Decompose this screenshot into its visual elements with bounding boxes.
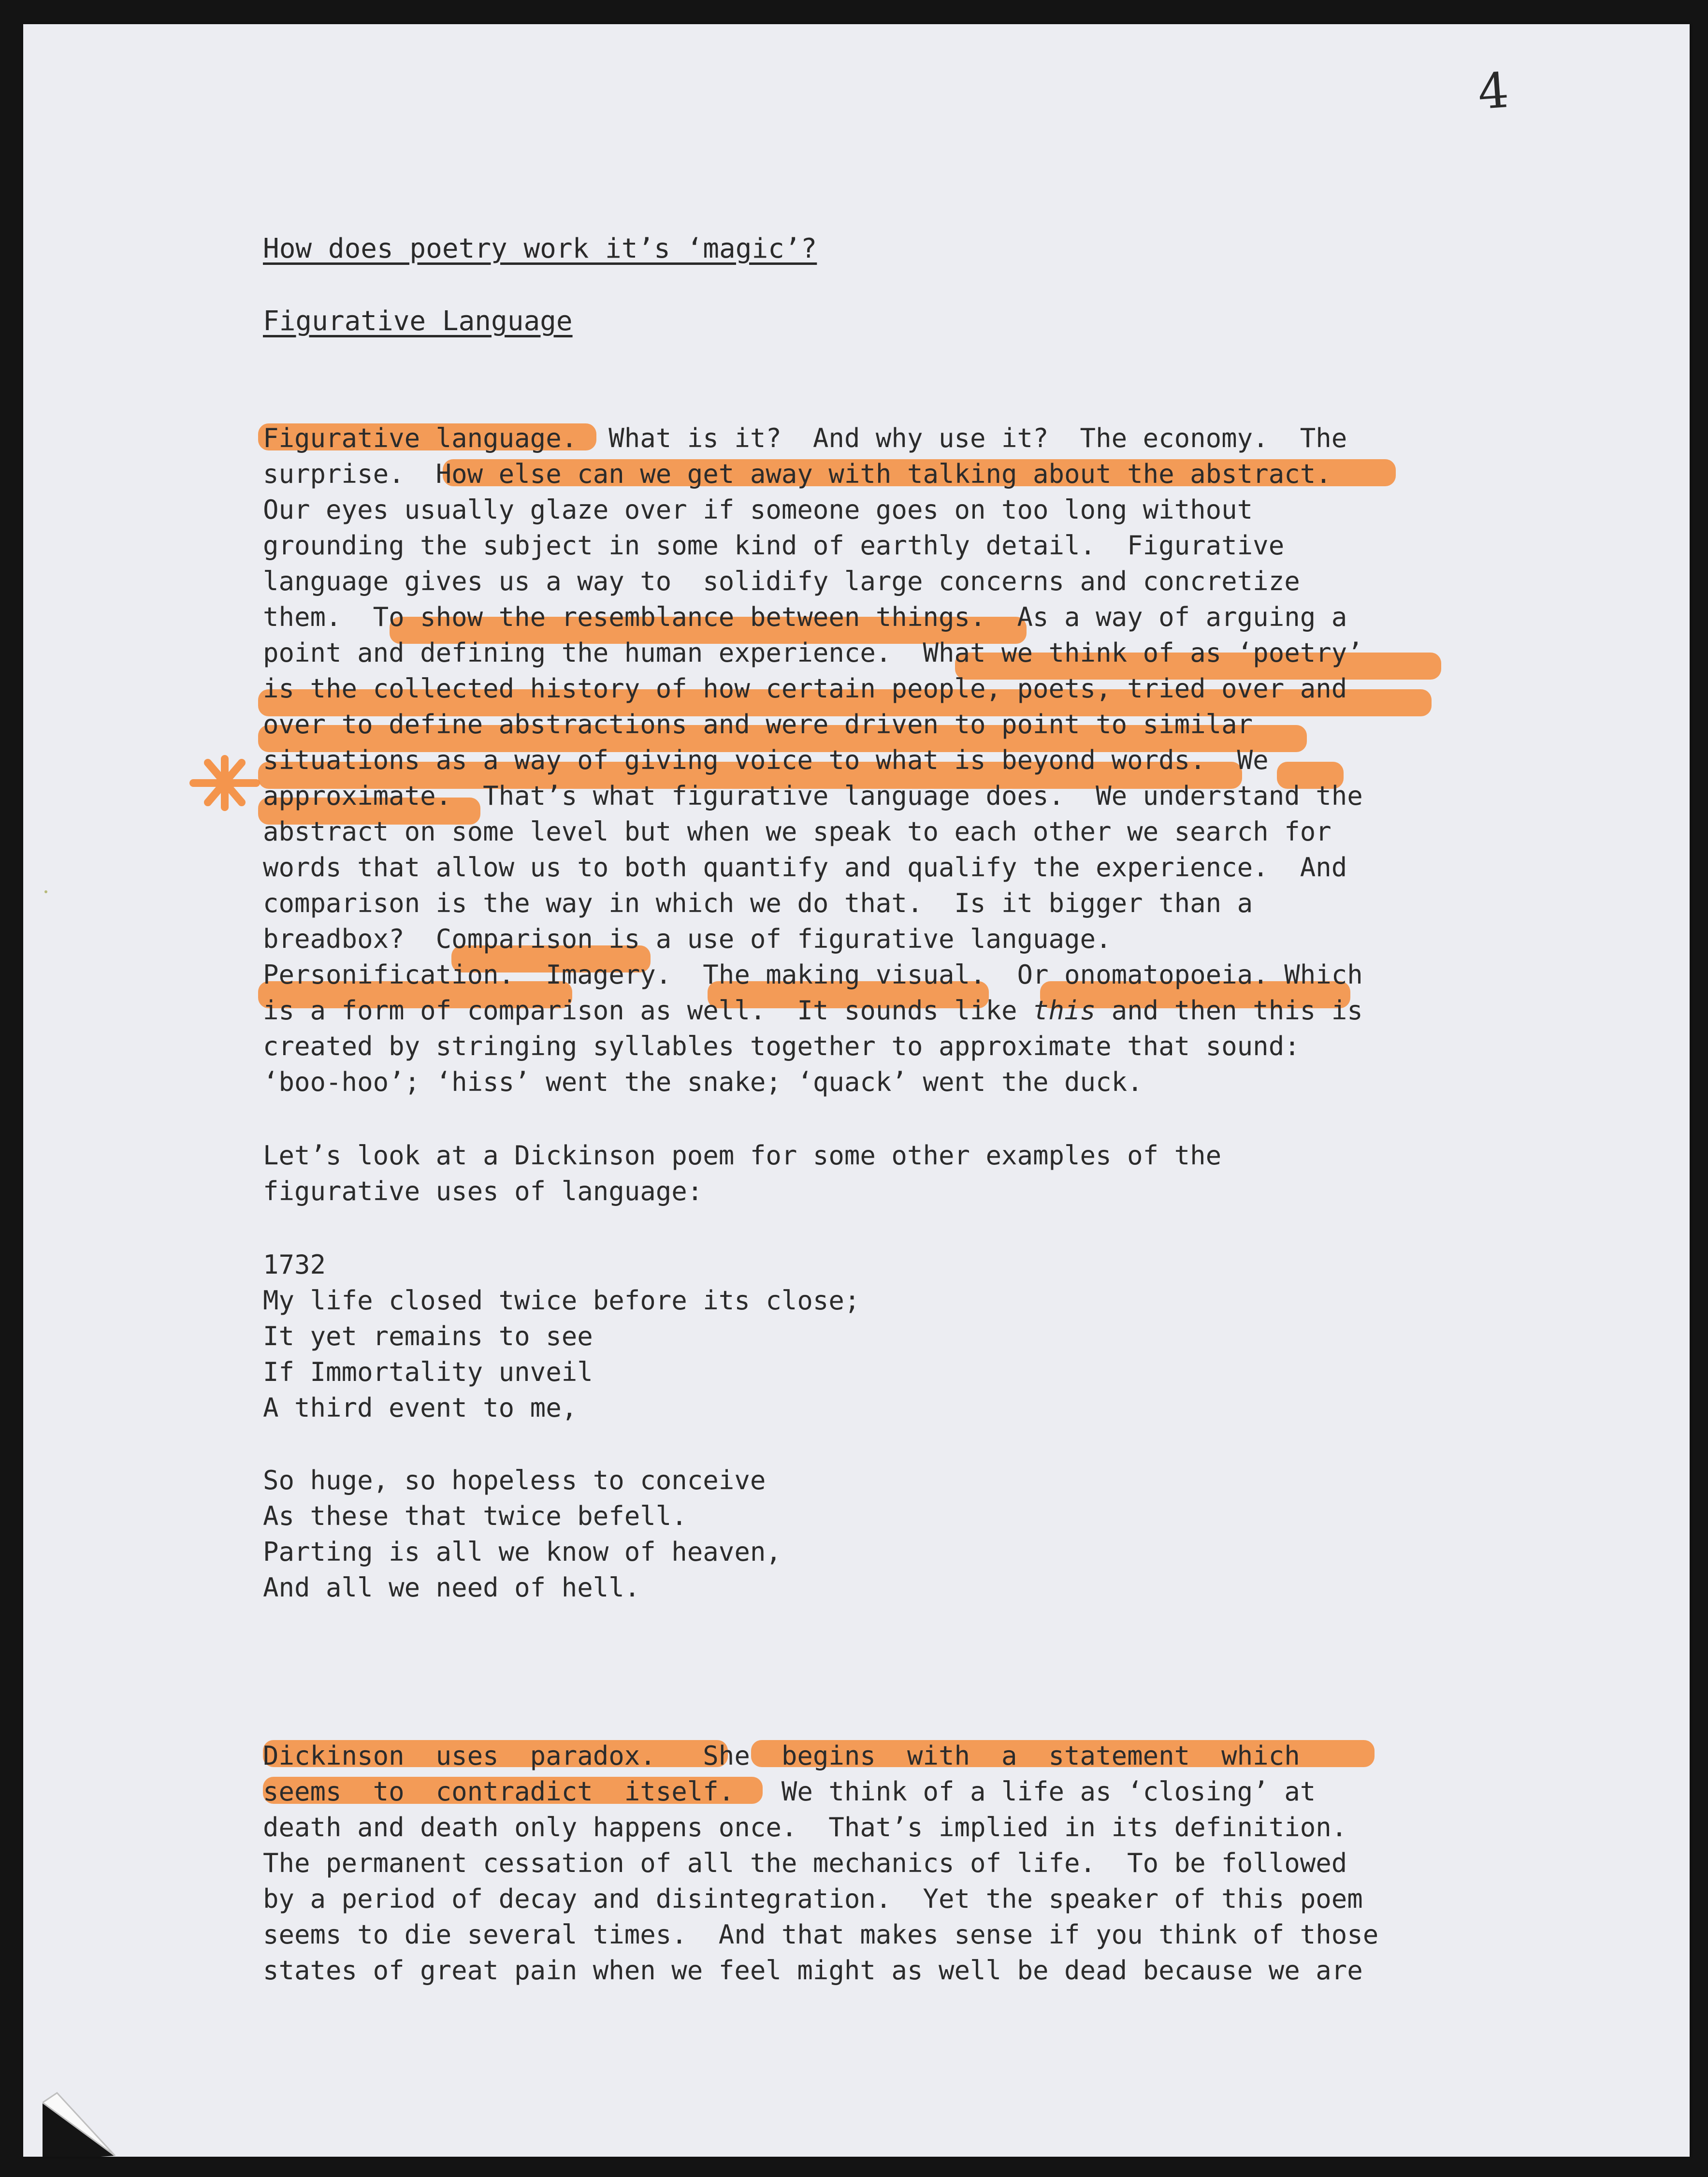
text-line: seems to die several times. And that makes sense if you think of those xyxy=(263,1919,1379,1950)
text-line: abstract on some level but when we speak to each other we search for xyxy=(263,816,1332,847)
asterisk-mark-icon xyxy=(188,754,261,812)
text-line: comparison is the way in which we do that. Is it bigger than a xyxy=(263,888,1253,918)
page-number: 4 xyxy=(1476,61,1511,121)
text-segment: and then this is xyxy=(1096,995,1363,1026)
text-line: Personification. Imagery. The making visual. Or onomatopoeia. Which xyxy=(263,959,1363,990)
emphasis-text: this xyxy=(1033,995,1096,1026)
poem-line: And all we need of hell. xyxy=(263,1572,640,1603)
folded-corner-icon xyxy=(43,2074,139,2157)
poem-number: 1732 xyxy=(263,1249,326,1280)
paper-speck xyxy=(44,890,47,893)
text-line: language gives us a way to solidify large concerns and concretize xyxy=(263,566,1300,596)
text-line: grounding the subject in some kind of earthly detail. Figurative xyxy=(263,530,1285,561)
text-line: created by stringing syllables together to approximate that sound: xyxy=(263,1031,1300,1061)
text-line: situations as a way of giving voice to what is beyond words. We xyxy=(263,745,1269,775)
text-line: seems to contradict itself. We think of a life as ‘closing’ at xyxy=(263,1776,1316,1807)
section-heading: Figurative Language xyxy=(263,305,573,337)
page-title: How does poetry work it’s ‘magic’? xyxy=(263,233,817,264)
text-line: Figurative language. What is it? And why use it? The economy. The xyxy=(263,423,1347,453)
text-line: Our eyes usually glaze over if someone goes on too long without xyxy=(263,494,1253,525)
poem-line: My life closed twice before its close; xyxy=(263,1285,860,1316)
poem-line: If Immortality unveil xyxy=(263,1357,593,1387)
text-line: approximate. That’s what figurative language does. We understand the xyxy=(263,781,1363,811)
poem-line: As these that twice befell. xyxy=(263,1501,687,1531)
text-line: The permanent cessation of all the mechanics of life. To be followed xyxy=(263,1848,1347,1878)
poem-line: Parting is all we know of heaven, xyxy=(263,1537,782,1567)
text-line: words that allow us to both quantify and qualify the experience. And xyxy=(263,852,1347,883)
text-line: point and defining the human experience. What we think of as ‘poetry’ xyxy=(263,638,1363,668)
text-line: over to define abstractions and were driven to point to similar xyxy=(263,709,1253,740)
text-line: ‘boo-hoo’; ‘hiss’ went the snake; ‘quack’ went the duck. xyxy=(263,1067,1143,1097)
text-line: death and death only happens once. That’s implied in its definition. xyxy=(263,1812,1347,1843)
text-line: figurative uses of language: xyxy=(263,1176,703,1206)
text-line xyxy=(263,995,1363,1026)
text-line: surprise. How else can we get away with talking about the abstract. xyxy=(263,459,1332,489)
text-line: Let’s look at a Dickinson poem for some other examples of the xyxy=(263,1140,1222,1171)
poem-line: It yet remains to see xyxy=(263,1321,593,1351)
text-line: breadbox? Comparison is a use of figurative language. xyxy=(263,924,1112,954)
poem-line: So huge, so hopeless to conceive xyxy=(263,1465,766,1495)
text-line: is the collected history of how certain people, poets, tried over and xyxy=(263,673,1347,704)
document-page xyxy=(23,24,1690,2157)
text-segment: is a form of comparison as well. It sounds like xyxy=(263,995,1033,1026)
text-line: them. To show the resemblance between things. As a way of arguing a xyxy=(263,602,1347,632)
text-line: Dickinson uses paradox. She begins with a statement which xyxy=(263,1741,1300,1771)
poem-line: A third event to me, xyxy=(263,1393,578,1423)
text-line: states of great pain when we feel might as well be dead because we are xyxy=(263,1955,1363,1986)
text-line: by a period of decay and disintegration. Yet the speaker of this poem xyxy=(263,1884,1363,1914)
